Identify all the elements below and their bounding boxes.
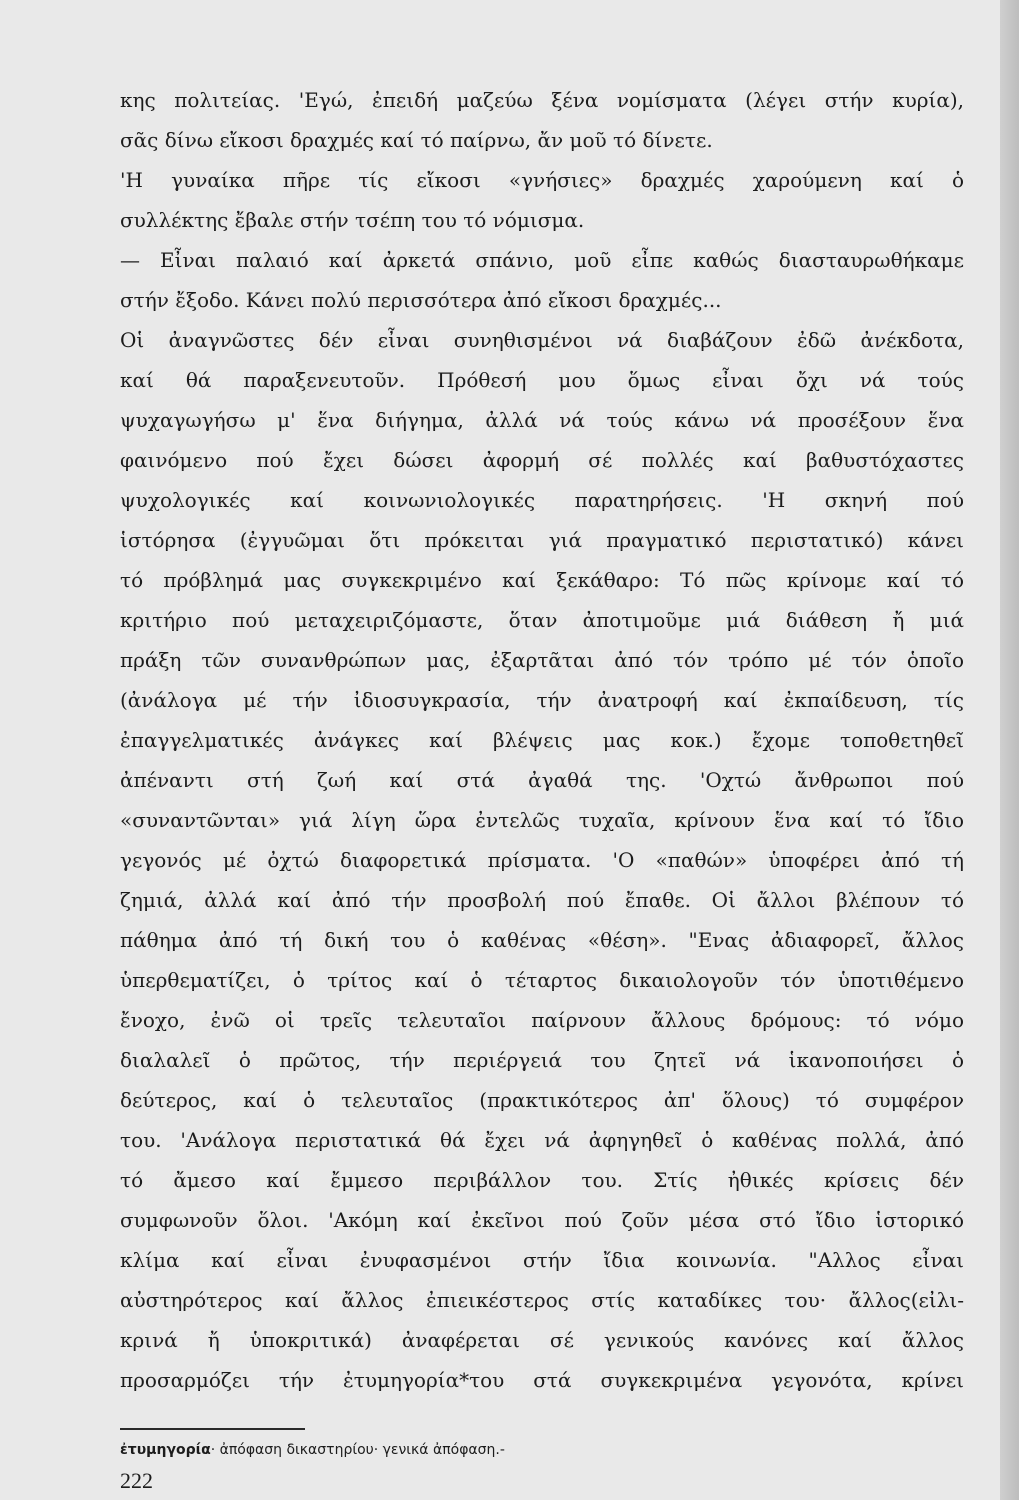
text-line: ὑπερθεματίζει, ὁ τρίτος καί ὁ τέταρτος δικαιολογοῦν τόν ὑποτιθέμενο (120, 968, 964, 992)
text-line: ἱστόρησα (ἐγγυῶμαι ὅτι πρόκειται γιά πραγματικό περιστατικό) κάνει (120, 528, 964, 552)
text-line: κριτήριο πού μεταχειριζόμαστε, ὅταν ἀποτιμοῦμε μιά διάθεση ἤ μιά (120, 608, 964, 632)
text-line: — Εἶναι παλαιό καί ἀρκετά σπάνιο, μοῦ εἶπε καθώς διασταυρωθήκαμε (120, 248, 964, 272)
text-line: στήν ἔξοδο. Κάνει πολύ περισσότερα ἀπό εἴκοσι δραχμές... (120, 288, 722, 312)
text-line: Οἱ ἀναγνῶστες δέν εἶναι συνηθισμένοι νά διαβάζουν ἐδῶ ἀνέκδοτα, (120, 328, 964, 352)
text-line: προσαρμόζει τήν ἐτυμηγορία*του στά συγκεκριμένα γεγονότα, κρίνει (120, 1368, 964, 1392)
text-line: συλλέκτης ἔβαλε στήν τσέπη του τό νόμισμα. (120, 208, 585, 232)
text-line: «συναντῶνται» γιά λίγη ὥρα ἐντελῶς τυχαῖα, κρίνουν ἕνα καί τό ἴδιο (120, 808, 964, 832)
text-line: ψυχαγωγήσω μ' ἕνα διήγημα, ἀλλά νά τούς κάνω νά προσέξουν ἕνα (120, 408, 964, 432)
footnote-definition: · ἀπόφαση δικαστηρίου· γενικά ἀπόφαση.- (210, 1442, 505, 1458)
text-line: ἐπαγγελματικές ἀνάγκες καί βλέψεις μας κοκ.) ἔχομε τοποθετηθεῖ (120, 728, 964, 752)
text-line: τό ἄμεσο καί ἔμμεσο περιβάλλον του. Στίς ἠθικές κρίσεις δέν (120, 1168, 964, 1192)
text-line: δεύτερος, καί ὁ τελευταῖος (πρακτικότερος ἀπ' ὅλους) τό συμφέρον (120, 1088, 964, 1112)
text-line: του. 'Ανάλογα περιστατικά θά ἔχει νά ἀφηγηθεῖ ὁ καθένας πολλά, ἀπό (120, 1128, 964, 1152)
text-line: ψυχολογικές καί κοινωνιολογικές παρατηρήσεις. 'Η σκηνή πού (120, 488, 964, 512)
text-line: κλίμα καί εἶναι ἐνυφασμένοι στήν ἴδια κοινωνία. "Αλλος εἶναι (120, 1248, 964, 1272)
footnote-divider (120, 1428, 305, 1430)
text-line: ζημιά, ἀλλά καί ἀπό τήν προσβολή πού ἔπαθε. Οἱ ἄλλοι βλέπουν τό (120, 888, 964, 912)
footnote-term: ἐτυμηγορία (120, 1442, 211, 1458)
body-text (120, 80, 964, 1400)
text-line: διαλαλεῖ ὁ πρῶτος, τήν περιέργειά του ζητεῖ νά ἱκανοποιήσει ὁ (120, 1048, 964, 1072)
text-line: πράξη τῶν συνανθρώπων μας, ἐξαρτᾶται ἀπό τόν τρόπο μέ τόν ὁποῖο (120, 648, 964, 672)
page-edge (1000, 0, 1019, 1500)
text-line: κρινά ἤ ὑποκριτικά) ἀναφέρεται σέ γενικούς κανόνες καί ἄλλος (120, 1328, 964, 1352)
text-line: ἔνοχο, ἐνῶ οἱ τρεῖς τελευταῖοι παίρνουν ἄλλους δρόμους: τό νόμο (120, 1008, 964, 1032)
page-number: 222 (120, 1468, 153, 1493)
text-line: γεγονός μέ ὀχτώ διαφορετικά πρίσματα. 'Ο «παθών» ὑποφέρει ἀπό τή (120, 848, 964, 872)
text-line: κης πολιτείας. 'Εγώ, ἐπειδή μαζεύω ξένα νομίσματα (λέγει στήν κυρία), (120, 88, 964, 112)
text-line: ἀπέναντι στή ζωή καί στά ἀγαθά της. 'Οχτώ ἄνθρωποι πού (120, 768, 964, 792)
text-line: σᾶς δίνω εἴκοσι δραχμές καί τό παίρνω, ἄν μοῦ τό δίνετε. (120, 128, 713, 152)
text-line: καί θά παραξενευτοῦν. Πρόθεσή μου ὅμως εἶναι ὄχι νά τούς (120, 368, 964, 392)
text-line: φαινόμενο πού ἔχει δώσει ἀφορμή σέ πολλές καί βαθυστόχαστες (120, 448, 964, 472)
text-line: συμφωνοῦν ὅλοι. 'Ακόμη καί ἐκεῖνοι πού ζοῦν μέσα στό ἴδιο ἱστορικό (120, 1208, 964, 1232)
text-line: πάθημα ἀπό τή δική του ὁ καθένας «θέση». "Ενας ἀδιαφορεῖ, ἄλλος (120, 928, 964, 952)
text-line: τό πρόβλημά μας συγκεκριμένο καί ξεκάθαρο: Τό πῶς κρίνομε καί τό (120, 568, 964, 592)
text-line: αὐστηρότερος καί ἄλλος ἐπιεικέστερος στίς καταδίκες του· ἄλλος(εἰλι- (120, 1288, 964, 1312)
text-line: (ἀνάλογα μέ τήν ἰδιοσυγκρασία, τήν ἀνατροφή καί ἐκπαίδευση, τίς (120, 688, 964, 712)
text-line: 'Η γυναίκα πῆρε τίς εἴκοσι «γνήσιες» δραχμές χαρούμενη καί ὁ (120, 168, 964, 192)
footnote (120, 1440, 964, 1460)
